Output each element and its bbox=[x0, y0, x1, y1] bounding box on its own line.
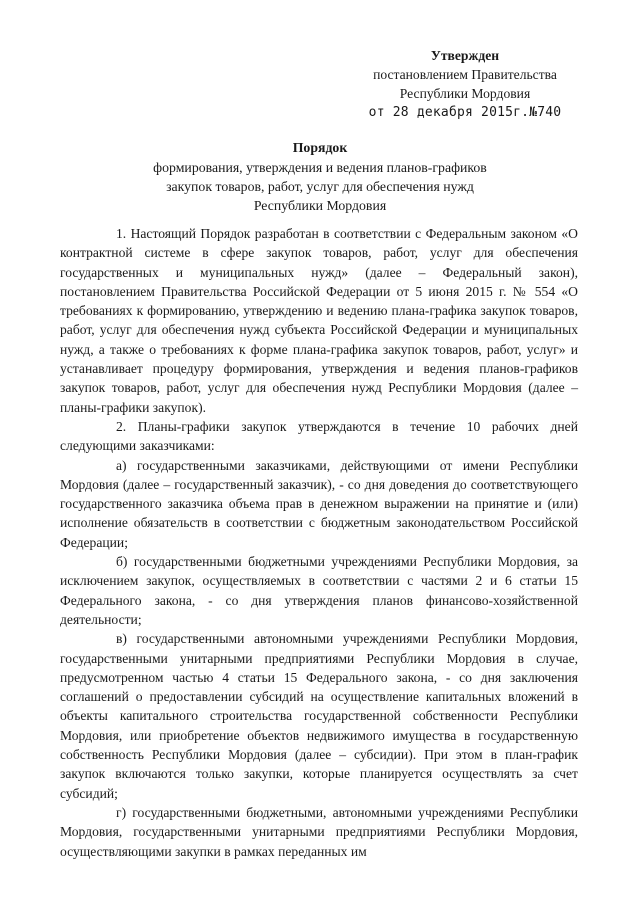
paragraph-2: 2. Планы-графики закупок утверждаются в течение 10 рабочих дней следующими заказчиками: bbox=[60, 418, 578, 454]
decree-reference: от 28 декабря 2015г.№740 bbox=[368, 105, 562, 120]
paragraph-2v: в) государственными автономными учреждениями Республики Мордовия, государственными унитарными предприятиями Республики Мордовия в случае, предусмотренном частью 4 статьи 15 Федерального закона, - со дня заключения соглашений о предоставлении субсидий на осуществление капитальных вложений в объекты капитального строительства государственной собственности Республики Мордовия, или приобретение объектов недвижимого имущества в государственную собственность Республики Мордовия (далее – субсидии). При этом в план-график закупок включаются только закупки, которые планируется осуществлять за счет субсидий; bbox=[60, 631, 578, 801]
title-heading: Порядок bbox=[292, 140, 348, 155]
document-title bbox=[60, 138, 580, 215]
approval-heading: Утвержден bbox=[430, 48, 500, 63]
approval-line: постановлением Правительства bbox=[373, 67, 557, 82]
title-line: закупок товаров, работ, услуг для обеспечения нужд bbox=[166, 179, 474, 194]
paragraph-2g: г) государственными бюджетными, автономными учреждениями Республики Мордовия, государственными унитарными предприятиями Республики Мордовия, осуществляющими закупки в рамках переданных им bbox=[60, 804, 578, 859]
paragraph-1: 1. Настоящий Порядок разработан в соответствии с Федеральным законом «О контрактной системе в сфере закупок товаров, работ, услуг для обеспечения государственных и муниципальных нужд» (далее – Федеральный закон), постановлением Правительства Российской Федерации от 5 июня 2015 г. № 554 «О требованиях к формированию, утверждению и ведению плана-графика закупок товаров, работ, услуг для обеспечения нужд субъекта Российской Федерации и муниципальных нужд, а также о требованиях к форме плана-графика закупок товаров, работ, услуг» и устанавливает процедуру формирования, утверждения и ведения планов-графиков закупок товаров, работ, услуг для обеспечения нужд Республики Мордовия (далее – планы-графики закупок). bbox=[60, 226, 578, 415]
title-line: Республики Мордовия bbox=[253, 198, 387, 213]
paragraph-2a: а) государственными заказчиками, действующими от имени Республики Мордовия (далее – государственный заказчик), - со дня доведения до соответствующего государственного заказчика объема прав в денежном выражении на принятие и (или) исполнение обязательств в соответствии с бюджетным законодательством Российской Федерации; bbox=[60, 457, 578, 550]
document-body bbox=[60, 224, 578, 861]
approval-block bbox=[330, 46, 600, 122]
approval-line: Республики Мордовия bbox=[399, 86, 531, 101]
title-line: формирования, утверждения и ведения планов-графиков bbox=[153, 160, 487, 175]
paragraph-2b: б) государственными бюджетными учреждениями Республики Мордовия, за исключением закупок, осуществляемых в соответствии с частями 2 и 6 статьи 15 Федерального закона, - со дня утверждения планов финансово-хозяйственной деятельности; bbox=[60, 554, 578, 627]
